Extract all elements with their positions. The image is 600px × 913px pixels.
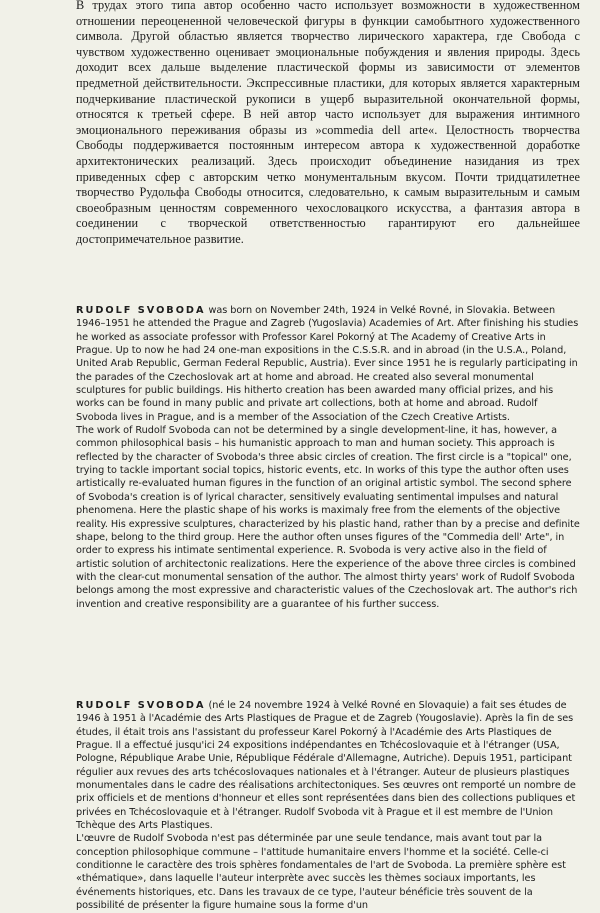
french-text-block bbox=[76, 699, 580, 913]
french-paragraph-work: L'œuvre de Rudolf Svoboda n'est pas déterminée par une seule tendance, mais avant tout par la conception philosophique commune – l'attitude humanitaire envers l'homme et la société. Celle-ci conditionne le caractère des trois sphères fondamentales de l'art de Svoboda. La première sphère est «thématique», dans laquelle l'auteur interprète avec succès les thèmes sociaux importants, les événements historiques, etc. Dans les travaux de ce type, l'auteur bénéficie très souvent de la possibilité de présenter la figure humaine sous la forme d'un bbox=[76, 833, 566, 912]
french-paragraph-biography bbox=[76, 699, 580, 832]
russian-paragraph: В трудах этого типа автор особенно часто использует возможности в художественном отношении переоцененной человеческой фигуры в функции самобытного художественного символа. Другой областью является творчество лирического характера, где Свобода с чувством художественно оценивает эмоциональные побуждения и явления природы. Здесь доходит всех дальше выделение пластической формы из зависимости от элементов предметной действительности. Экспрессивные пластики, для которых является характерным подчеркивание пластической рукописи в ущерб выразительной окончательной формы, относятся к третьей сфере. В ней автор часто использует для выражения интимного эмоционального переживания образы из »commedia dell arte«. Целостность творчества Свободы поддерживается постоянным интересом автора к художественной доработке архитектонических реализаций. Здесь происходит объединение назидания из трех приведенных сфер с авторским четко монументальным вкусом. Почти тридцатилетнее творчество Рудольфа Свободы относится, следовательно, к самым выразительным и самым своеобразным ценностям современного чехословацкого искусства, а фантазия автора в соединении с творческой ответственностью гарантируют его дальнейшее достопримечательное развитие. bbox=[76, 0, 580, 246]
russian-text-block bbox=[76, 0, 580, 248]
french-artist-name: RUDOLF SVOBODA bbox=[76, 700, 206, 711]
french-biography-text: (né le 24 novembre 1924 à Velké Rovné en Slovaquie) a fait ses études de 1946 à 1951 à l'Académie des Arts Plastiques de Prague et de Zagreb (Yougoslavie). Après la fin de ses études, il était trois ans l'assistant du professeur Karel Pokorný à l'Académie des Arts Plastiques de Prague. Il a effectué jusqu'ici 24 expositions indépendantes en Tchécoslovaquie et à l'étranger (USA, Pologne, République Arabe Unie, République Fédérale d'Allemagne, Autriche). Depuis 1951, participant régulier aux revues des arts tchécoslovaques nationales et à l'étranger. Auteur de plusieurs plastiques monumentales dans le cadre des réalisations architectoniques. Ses œuvres ont remporté un nombre de prix officiels et de mentions d'honneur et elles sont représentées dans bien des collections publiques et privées en Tchécoslovaquie et à l'étranger. Rudolf Svoboda vit à Prague et il est membre de l'Union Tchèque des Arts Plastiques. bbox=[76, 700, 576, 832]
english-artist-name: RUDOLF SVOBODA bbox=[76, 305, 206, 316]
english-paragraph-work: The work of Rudolf Svoboda can not be determined by a single development-line, it has, however, a common philosophical basis – his humanistic approach to man and human society. This approach is reflected by the character of Svoboda's three absic circles of creation. The first circle is a "topical" one, trying to tackle important social topics, historic events, etc. In works of this type the author often uses artistically re-evaluated human figures in the function of an original artistic symbol. The second sphere of Svoboda's creation is of lyrical character, sensitively evaluating sentimental impulses and natural phenomena. Here the plastic shape of his works is maximaly free from the elements of the objective reality. His expressive sculptures, characterized by his plastic hand, rather than by a precise and definite shape, belong to the third group. Here the author often unses figures of the "Commedia dell' Arte", in order to express his intimate sentimental experience. R. Svoboda is very active also in the field of artistic solution of architectonic realizations. Here the experience of the above three circles is combined with the clear-cut monumental sensation of the author. The almost thirty years' work of Rudolf Svoboda belongs among the most expressive and characteristic values of the Czechoslovak art. The author's rich invention and creative responsibility are a guarantee of his further success. bbox=[76, 425, 580, 610]
english-text-block bbox=[76, 304, 580, 611]
english-biography-text: was born on November 24th, 1924 in Velké Rovné, in Slovakia. Between 1946–1951 he attended the Prague and Zagreb (Yugoslavia) Academies of Art. After finishing his studies he worked as associate professor with Professor Karel Pokorný at The Academy of Creative Arts in Prague. Up to now he had 24 one-man expositions in the C.S.S.R. and in abroad (in the U.S.A., Poland, United Arab Republic, German Federal Republic, Austria). Ever since 1951 he is regularly participating in the parades of the Czechoslovak art at home and abroad. He created also several monumental sculptures for public buildings. His hitherto creation has been awarded many official prizes, and his works can be found in many public and private art collections, both at home and abroad. Rudolf Svoboda lives in Prague, and is a member of the Association of the Czech Creative Artists. bbox=[76, 305, 579, 423]
english-paragraph-biography bbox=[76, 304, 580, 424]
